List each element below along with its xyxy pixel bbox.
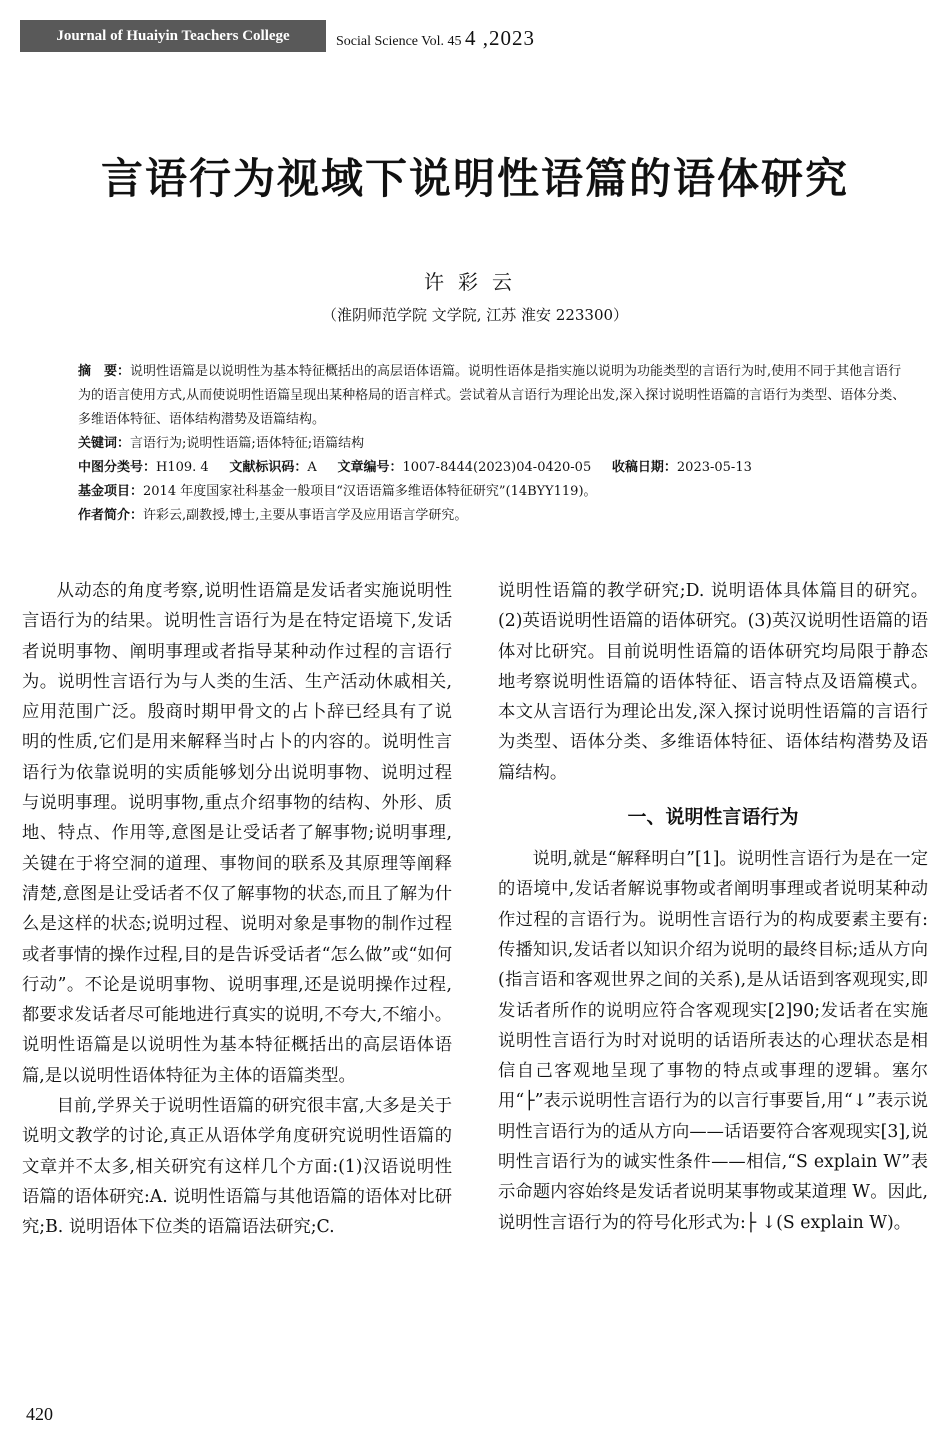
abstract-label: 摘 要： [78,364,131,379]
bio-label: 作者简介： [78,508,144,523]
article-no-value: 1007-8444(2023)04-0420-05 [402,460,592,475]
clc-label: 中图分类号： [78,460,157,475]
author-name: 许彩云 [424,270,526,294]
doc-code-label: 文献标识码： [229,460,308,475]
page-number: 420 [26,1404,53,1424]
keywords-text: 言语行为;说明性语篇;语体特征;语篇结构 [130,436,365,451]
paragraph: 从动态的角度考察,说明性语篇是发话者实施说明性言语行为的结果。说明性言语行为是在特定语境下,发话者说明事物、阐明事理或者指导某种动作过程的言语行为。说明性言语行为与人类的生活、生产活动休戚相关,应用范围广泛。殷商时期甲骨文的占卜辞已经具有了说明的性质,它们是用来解释当时占卜的内容的。说明性言语行为依靠说明的实质能够划分出说明事物、说明过程与说明事理。说明事物,重点介绍事物的结构、外形、质地、特点、作用等,意图是让受话者了解事物;说明事理,关键在于将空洞的道理、事物间的联系及其原理等阐释清楚,意图是让受话者不仅了解事物的状态,而且了解为什么是这样的状态;说明过程、说明对象是事物的制作过程或者事情的操作过程,目的是告诉受话者“怎么做”或“如何行动”。不论是说明事物、说明事理,还是说明操作过程,都要求发话者尽可能地进行真实的说明,不夸大,不缩小。说明性语篇是以说明性为基本特征概括出的高层语体语篇,是以说明性语体特征为主体的语篇类型。 [22,581,452,1086]
doc-code-value: A [307,460,317,475]
section-heading: 一、说明性言语行为 [627,806,799,829]
keywords-label: 关键词： [78,436,131,451]
clc-value: H109. 4 [156,460,209,475]
abstract-text: 说明性语篇是以说明性为基本特征概括出的高层语体语篇。说明性语体是指实施以说明为功能类型的言语行为时,使用不同于其他言语行为的语言使用方式,从而使说明性语篇呈现出某种格局的语言样式。尝试着从言语行为理论出发,深入探讨说明性语篇的言语行为类型、语体分类、多维语体特征、语体结构潜势及语篇结构。 [78,364,906,427]
fund [44,480,910,504]
author-affiliation: （淮阴师范学院 文学院, 江苏 淮安 223300） [321,306,629,324]
paragraph: 目前,学界关于说明性语篇的研究很丰富,大多是关于说明文教学的讨论,真正从语体学角度研究说明性语篇的文章并不太多,相关研究有这样几个方面:(1)汉语说明性语篇的语体研究:A. 说明性语篇与其他语篇的语体对比研究;B. 说明语体下位类的语篇语法研究;C. [22,1096,452,1238]
right-column [498,576,928,1238]
received-date-value: 2023-05-13 [676,460,752,475]
fund-text: 2014 年度国家社科基金一般项目“汉语语篇多维语体特征研究”(14BYY119)。 [143,484,597,499]
left-column [22,576,452,1243]
article-metadata [44,360,910,528]
keywords [44,432,910,456]
received-date-label: 收稿日期： [611,460,677,475]
journal-issue [336,26,535,51]
issue-number: 4 ,2023 [464,26,535,50]
fund-label: 基金项目： [78,484,144,499]
bio-text: 许彩云,副教授,博士,主要从事语言学及应用语言学研究。 [143,508,468,523]
author-bio [44,504,910,528]
classification [44,456,910,480]
series-label: Social Science Vol. 45 [336,34,462,49]
paragraph: 说明,就是“解释明白”[1]。说明性言语行为是在一定的语境中,发话者解说事物或者阐明事理或者说明某种动作过程的言语行为。说明性言语行为的构成要素主要有:传播知识,发话者以知识介绍为说明的最终目标;适从方向(指言语和客观世界之间的关系),是从话语到客观现实,即发话者所作的说明应符合客观现实[2]90;发话者在实施说明性言语行为时对说明的话语所表达的心理状态是相信自己客观地呈现了事物的特点或事理的逻辑。塞尔用“├”表示说明性言语行为的以言行事要旨,用“↓”表示说明性言语行为的适从方向——话语要符合客观现实[3],说明性言语行为的诚实性条件——相信,“S explain W”表示命题内容始终是发话者说明某事物或某道理 W。因此,说明性言语行为的符号化形式为:├ ↓(S explain W)。 [498,849,928,1233]
article-title: 言语行为视域下说明性语篇的语体研究 [100,154,849,203]
paragraph: 说明性语篇的教学研究;D. 说明语体具体篇目的研究。(2)英语说明性语篇的语体研究。(3)英汉说明性语篇的语体对比研究。目前说明性语篇的语体研究均局限于静态地考察说明性语篇的语体特征、语言特点及语篇模式。本文从言语行为理论出发,深入探讨说明性语篇的言语行为类型、语体分类、多维语体特征、语体结构潜势及语篇结构。 [498,581,928,783]
abstract [44,360,910,432]
journal-name: Journal of Huaiyin Teachers College [20,20,326,52]
article-no-label: 文章编号： [337,460,403,475]
